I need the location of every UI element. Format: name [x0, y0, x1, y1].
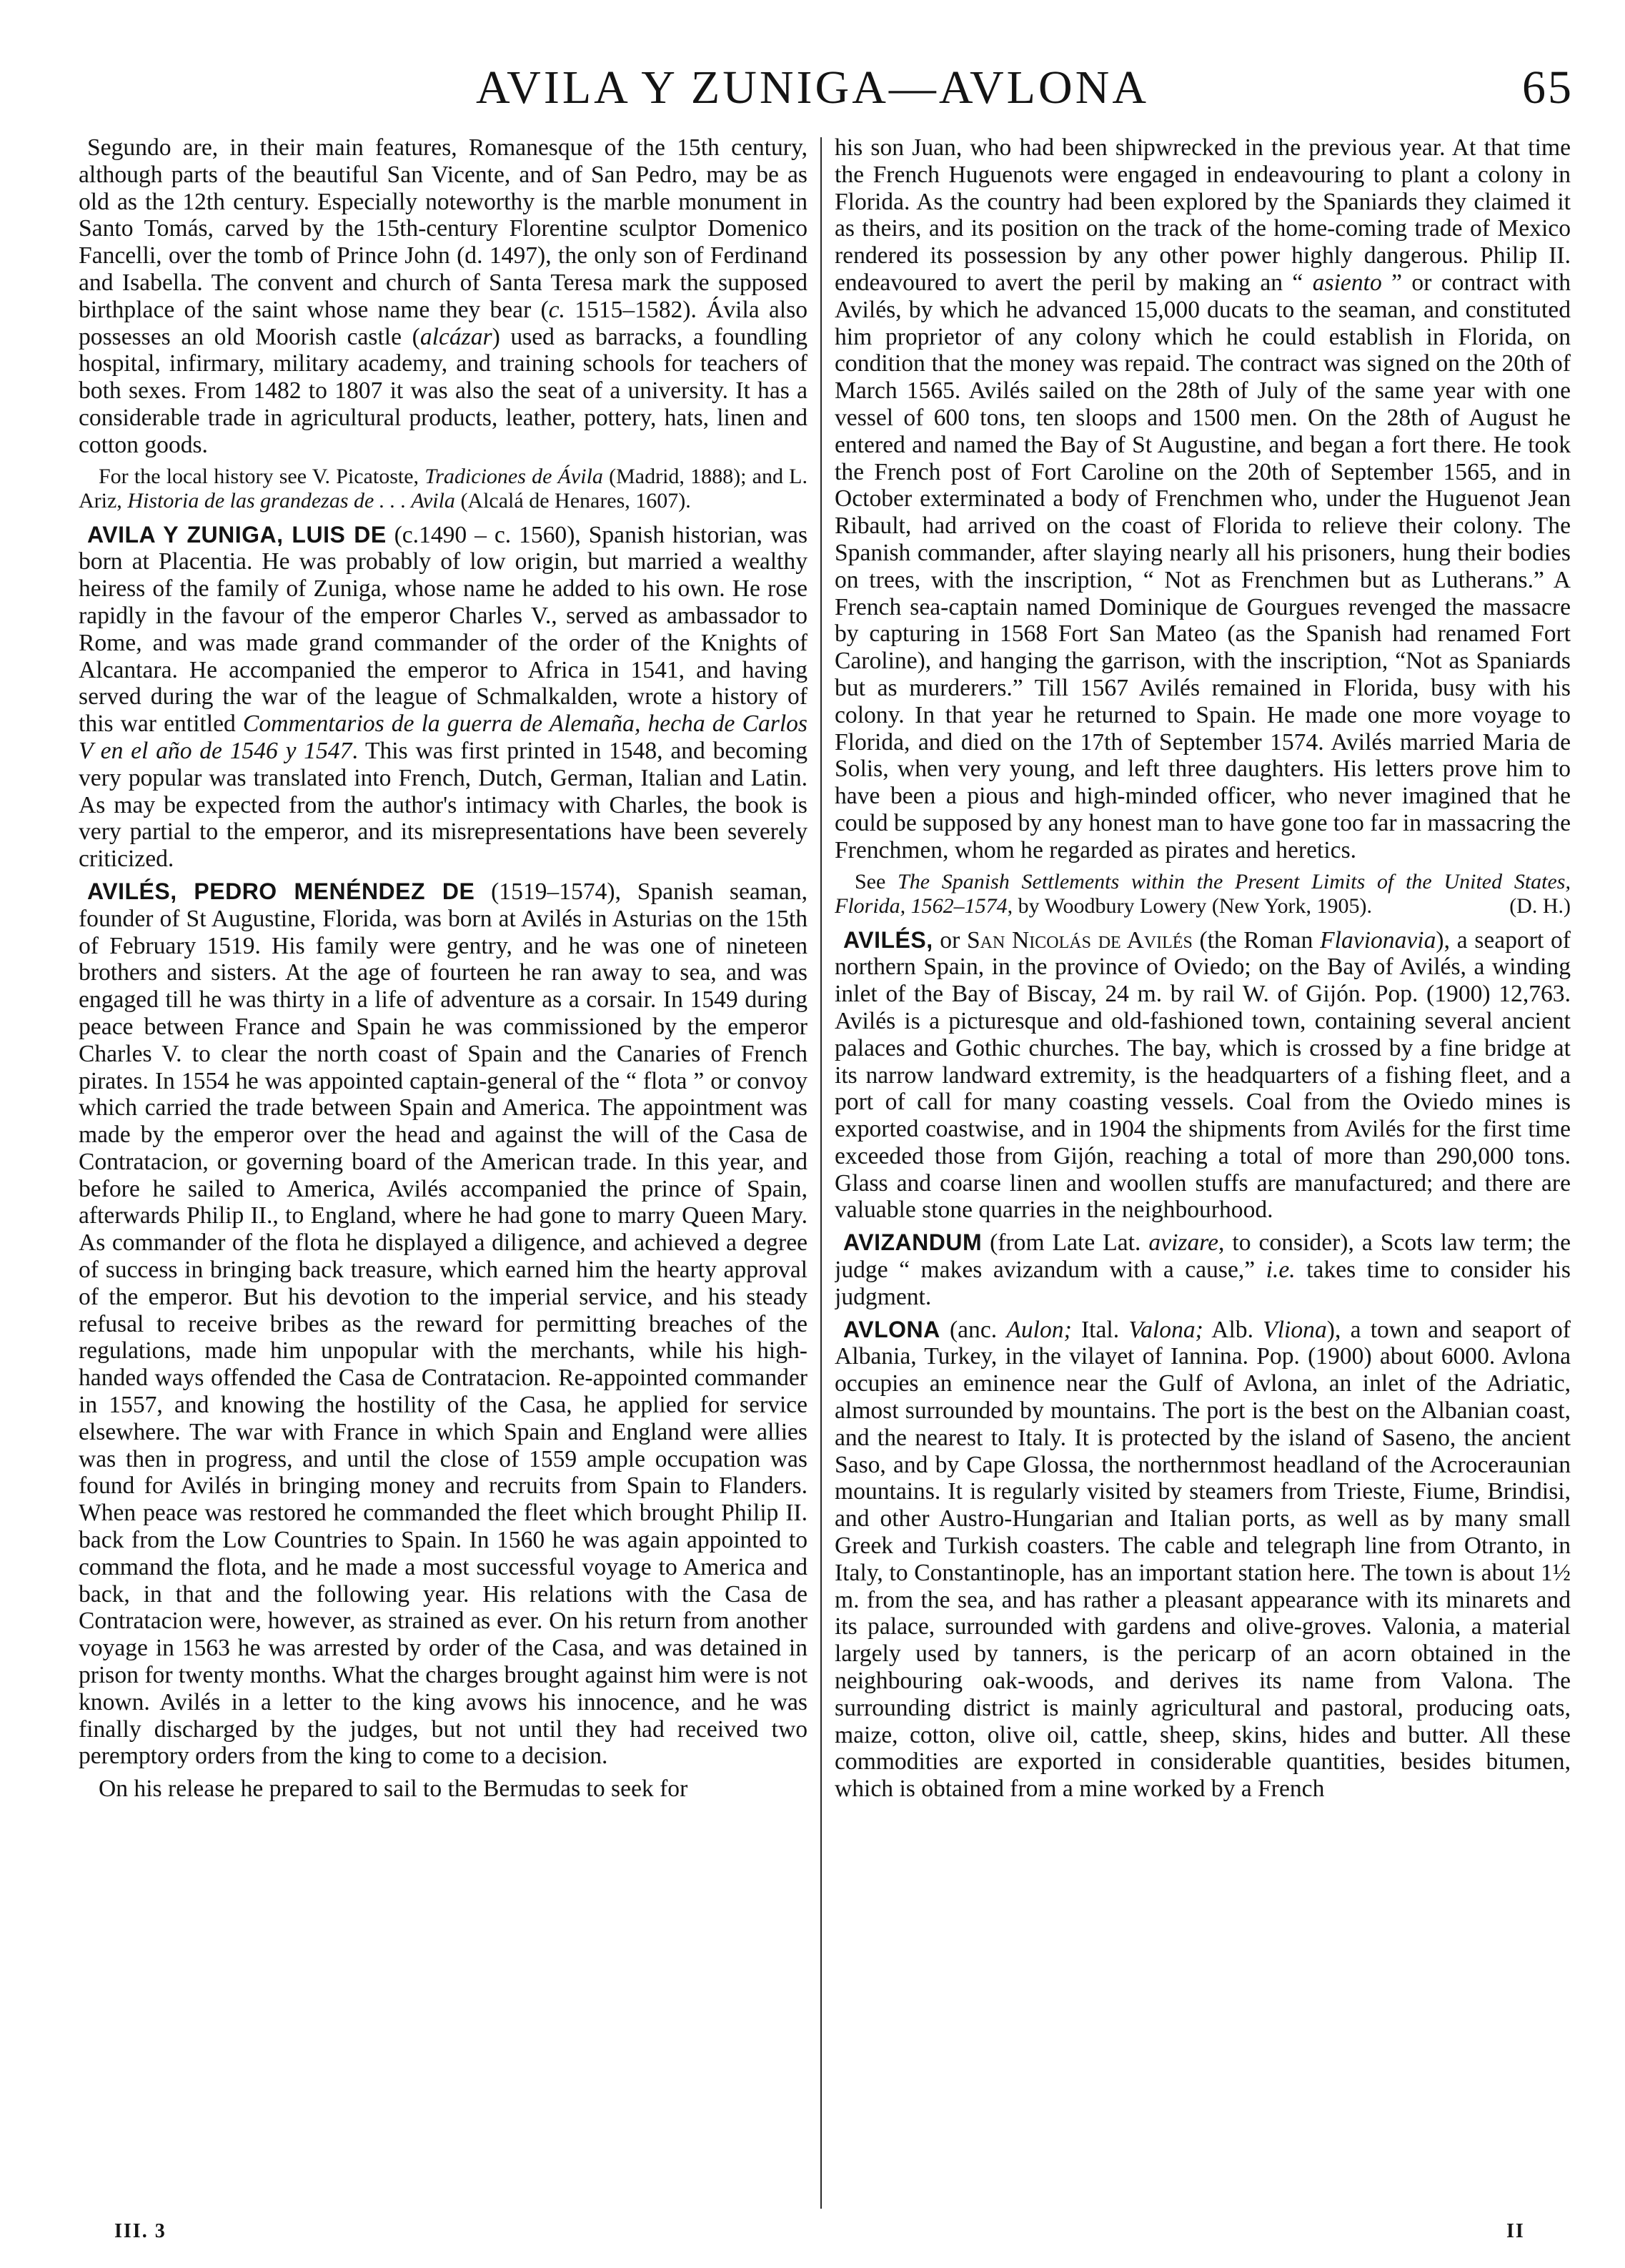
entry-aviles-pedro: AVILÉS, PEDRO MENÉNDEZ DE (1519–1574), Spanish seaman, founder of St Augustine, Florida, was born at Avilés in Asturias on the 15th of February 1519. His family were gentry, and he was one of nineteen brothers and sisters. At the age of fourteen he ran away to sea, and was engaged till he was thirty in a life of adventure as a corsair. In 1549 during peace between France and Spain he was commissioned by the emperor Charles V. to clear the north coast of Spain and the Canaries of French pirates. In 1554 he was appointed captain-general of the “ flota ” or convoy which carried the trade between Spain and America. The appointment was made by the emperor over the head and against the will of the Casa de Contratacion, or governing board of the American trade. In this year, and before he sailed to America, Avilés accompanied the prince of Spain, afterwards Philip II., to England, where he had gone to marry Queen Mary. As commander of the flota he displayed a diligence, and achieved a degree of success in bringing back treasure, which earned him the hearty approval of the emperor. But his devotion to the imperial service, and his steady refusal to receive bribes as the reward for permitting breaches of the regulations, made him unpopular with the merchants, while his high-handed ways offended the Casa de Contratacion. Re-appointed commander in 1557, and knowing the hostility of the Casa, he applied for service elsewhere. The war with France in which Spain and England were allies was then in progress, and until the close of 1559 ample occupation was found for Avilés in bringing money and recruits from Spain to Flanders. When peace was restored he commanded the fleet which brought Philip II. back from the Low Countries to Spain. In 1560 he was again appointed to command the flota, and he made a most successful voyage to America and back, in that and the following year. His relations with the Casa de Contratacion were, however, as strained as ever. On his return from another voyage in 1563 he was arrested by order of the Casa, and was detained in prison for twenty months. What the charges brought against him were is not known. Avilés in a letter to the king avows his innocence, and he was finally discharged by the judges, but not until they had received two peremptory orders from the king to come to a decision. [79, 878, 807, 1770]
page-number: 65 [1522, 61, 1574, 114]
volume-signature: III. 3 [114, 2220, 167, 2242]
entry-headword: AVILA Y ZUNIGA, LUIS DE [87, 521, 387, 548]
avila-references: For the local history see V. Picatoste, Tradiciones de Ávila (Madrid, 1888); and L. Ariz, Historia de las grandezas de . . . Avila (Alcalá de Henares, 1607). [79, 464, 807, 512]
aviles-references: See The Spanish Settlements within the Present Limits of the United States, Florida, 1562–1574, by Woodbury Lowery (New York, 1905). (D. H.) [835, 869, 1571, 918]
right-column [835, 134, 1571, 2200]
entry-aviles-town: AVILÉS, or San Nicolás de Avilés (the Roman Flavionavia), a seaport of northern Spain, in the province of Oviedo; on the Bay of Avilés, a winding inlet of the Bay of Biscay, 24 m. by rail W. of Gijón. Pop. (1900) 12,763. Avilés is a picturesque and old-fashioned town, containing several ancient palaces and Gothic churches. The bay, which is crossed by a fine bridge at its narrow landward extremity, is the headquarters of a fishing fleet, and a port of call for many coasting vessels. Coal from the Oviedo mines is exported coastwise, and in 1904 the shipments from Avilés for the first time exceeded those from Gijón, reaching a total of more than 290,000 tons. Glass and coarse linen and woollen stuffs are manufactured; and there are valuable stone quarries in the neighbourhood. [835, 926, 1571, 1224]
avila-continuation: Segundo are, in their main features, Romanesque of the 15th century, although parts of the beautiful San Vicente, and of San Pedro, may be as old as the 12th century. Especially noteworthy is the marble monument in Santo Tomás, carved by the 15th-century Florentine sculptor Domenico Fancelli, over the tomb of Prince John (d. 1497), the only son of Ferdinand and Isabella. The convent and church of Santa Teresa mark the supposed birthplace of the saint whose name they bear (c. 1515–1582). Ávila also possesses an old Moorish castle (alcázar) used as barracks, a foundling hospital, infirmary, military academy, and training schools for teachers of both sexes. From 1482 to 1807 it was also the seat of a university. It has a considerable trade in agricultural products, leather, pottery, hats, linen and cotton goods. [79, 134, 807, 458]
entry-avila-y-zuniga: AVILA Y ZUNIGA, LUIS DE (c.1490 – c. 1560), Spanish historian, was born at Placentia. He was probably of low origin, but married a wealthy heiress of the family of Zuniga, whose name he added to his own. He rose rapidly in the favour of the emperor Charles V., served as ambassador to Rome, and was made grand commander of the order of the Knights of Alcantara. He accompanied the emperor to Africa in 1541, and having served during the war of the league of Schmalkalden, wrote a history of this war entitled Commentarios de la guerra de Alemaña, hecha de Carlos V en el año de 1546 y 1547. This was first printed in 1548, and becoming very popular was translated into French, Dutch, German, Italian and Latin. As may be expected from the author's intimacy with Charles, the book is very partial to the emperor, and its misrepresentations have been severely criticized. [79, 521, 807, 873]
entry-avlona: AVLONA (anc. Aulon; Ital. Valona; Alb. Vliona), a town and seaport of Albania, Turkey, in the vilayet of Iannina. Pop. (1900) about 6000. Avlona occupies an eminence near the Gulf of Avlona, an inlet of the Adriatic, almost surrounded by mountains. The port is the best on the Albanian coast, and the nearest to Italy. It is protected by the island of Saseno, the ancient Saso, and by Cape Glossa, the northernmost headland of the Acroceraunian mountains. It is regularly visited by steamers from Trieste, Fiume, Brindisi, and other Austro-Hungarian and Italian ports, as well as by many small Greek and Turkish coasters. The cable and telegraph line from Otranto, in Italy, to Constantinople, has an important station here. The town is about 1½ m. from the sea, and has rather a pleasant appearance with its minarets and its palace, surrounded with gardens and olive-groves. Valonia, a material largely used by tanners, is the pericarp of an acorn obtained in the neighbouring oak-woods, and derives its name from Valona. The surrounding district is mainly agricultural and pastoral, producing oats, maize, cotton, olive oil, cattle, sheep, skins, hides and butter. All these commodities are exported in considerable quantities, besides bitumen, which is obtained from a mine worked by a French [835, 1316, 1571, 1803]
entry-headword: AVIZANDUM [843, 1229, 983, 1256]
entry-avizandum: AVIZANDUM (from Late Lat. avizare, to consider), a Scots law term; the judge “ makes avizandum with a cause,” i.e. takes time to consider his judgment. [835, 1229, 1571, 1310]
left-column [79, 134, 807, 2200]
entry-headword: AVILÉS, [843, 926, 933, 953]
running-title: AVILA Y ZUNIGA—AVLONA [476, 61, 1149, 114]
page-header [0, 56, 1625, 120]
entry-headword: AVILÉS, PEDRO MENÉNDEZ DE [87, 878, 475, 904]
aviles-continuation: his son Juan, who had been shipwrecked in the previous year. At that time the French Huguenots were engaged in endeavouring to plant a colony in Florida. As the country had been explored by the Spaniards they claimed it as theirs, and its position on the track of the home-coming trade of Mexico rendered its possession by any other power highly dangerous. Philip II. endeavoured to avert the peril by making an “ asiento ” or contract with Avilés, by which he advanced 15,000 ducats to the seaman, and constituted him proprietor of any colony which he could establish in Florida, on condition that the money was repaid. The contract was signed on the 20th of March 1565. Avilés sailed on the 28th of July of the same year with one vessel of 600 tons, ten sloops and 1500 men. On the 28th of August he entered and named the Bay of St Augustine, and began a fort there. He took the French post of Fort Caroline on the 20th of September 1565, and in October exterminated a body of Frenchmen who, under the Huguenot Jean Ribault, had arrived on the coast of Florida to relieve their colony. The Spanish commander, after slaying nearly all his prisoners, hung their bodies on trees, with the inscription, “ Not as Frenchmen but as Lutherans.” A French sea-captain named Dominique de Gourgues revenged the massacre by capturing in 1568 Fort San Mateo (as the Spanish had renamed Fort Caroline), and hanging the garrison, with the inscription, “Not as Spaniards but as murderers.” Till 1567 Avilés remained in Florida, busy with his colony. In that year he returned to Spain. He made one more voyage to Florida, and died on the 17th of September 1574. Avilés married Maria de Solis, when very young, and left three daughters. His letters prove him to have been a pious and high-minded officer, who never imagined that he could be supposed by any honest man to have gone too far in massacring the Frenchmen, whom he regarded as pirates and heretics. [835, 134, 1571, 863]
author-initials: (D. H.) [1509, 893, 1571, 918]
sheet-signature: II [1506, 2220, 1525, 2242]
column-rule [820, 137, 822, 2209]
aviles-release-paragraph: On his release he prepared to sail to the Bermudas to seek for [99, 1776, 688, 1803]
entry-headword: AVLONA [843, 1316, 940, 1342]
